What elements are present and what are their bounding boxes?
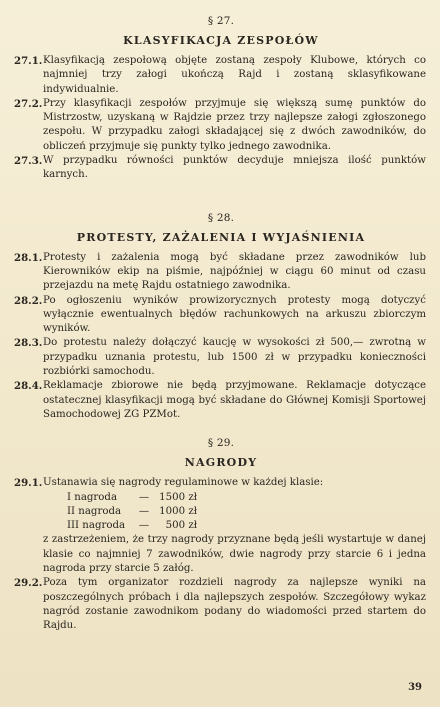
article	[14, 379, 428, 422]
article	[14, 251, 428, 294]
article-number: 28.3.	[14, 337, 43, 350]
article-text: Przy klasyfikacji zespołów przyjmuje się większą sumę punktów do Mistrzostw, uzyskaną w Rajdzie przez trzy najlepsze załogi zgłoszonego zespołu. W przypadku załogi składającej się z dwóch zawodników, do obliczeń przyjmuje się punkty tylko jednego zawodnika.	[43, 97, 426, 152]
article-number: 29.2.	[14, 577, 43, 590]
article-text: Klasyfikacją zespołową objęte zostaną zespoły Klubowe, których co najmniej trzy załogi ukończą Rajd i zostaną sklasyfikowane indywidualnie.	[43, 55, 426, 95]
article-number: 27.2.	[14, 97, 43, 110]
section-number: § 28.	[207, 211, 235, 224]
article	[14, 294, 428, 337]
section-number: § 27.	[207, 15, 235, 27]
section-gap	[14, 183, 428, 197]
article-body	[43, 476, 428, 576]
article-number: 28.4.	[14, 380, 43, 393]
prize-row	[43, 491, 426, 505]
section-title: NAGRODY	[184, 456, 258, 470]
article-text: Protesty i zażalenia mogą być składane przez zawodników lub Kierowników ekip na piśmie, najpóźniej w ciągu 60 minut od czasu przejazdu na metę Rajdu ostatniego zawodnika.	[43, 251, 426, 292]
prize-dash: —	[138, 491, 150, 503]
article	[14, 576, 428, 633]
article	[14, 154, 428, 183]
article	[14, 97, 428, 154]
section-title: KLASYFIKACJA ZESPOŁÓW	[123, 34, 319, 47]
article-text: Poza tym organizator rozdzieli nagrody za najlepsze wyniki na poszczególnych próbach i dla najlepszych zespołów. Szczegółowy wykaz nagród zostanie zawodnikom podany do wiadomości przed startem do Rajdu.	[43, 577, 426, 632]
article-number: 28.2.	[14, 294, 43, 307]
article	[14, 54, 428, 97]
page-number: 39	[408, 682, 422, 693]
article-text: W przypadku równości punktów decyduje mniejsza ilość punktów karnych.	[43, 155, 426, 181]
prize-label: III nagroda	[67, 520, 126, 532]
section-gap	[14, 422, 428, 436]
article-number: 27.3.	[14, 155, 43, 168]
article-number: 29.1.	[14, 477, 43, 490]
prize-label: II nagroda	[67, 505, 122, 517]
article-number: 27.1.	[14, 55, 43, 67]
article-text: Reklamacje zbiorowe nie będą przyjmowane. Reklamacje dotyczące ostatecznej klasyfikacji mogą być składane do Głównej Komisji Sportowej Samochodowej ZG PZMot.	[43, 380, 426, 420]
page-content	[14, 14, 428, 634]
prize-value: 1500 zł	[159, 491, 197, 503]
prize-row	[43, 519, 426, 533]
article-intro: Ustanawia się nagrody regulaminowe w każdej klasie:	[43, 477, 324, 489]
article	[14, 476, 428, 576]
prize-dash: —	[138, 520, 150, 532]
prize-row	[43, 505, 426, 519]
prize-label: I nagroda	[67, 491, 118, 503]
article-text: Do protestu należy dołączyć kaucję w wysokości zł 500,— zwrotną w przypadku uznania protestu, lub 1500 zł w przypadku konieczności rozbiórki samochodu.	[43, 337, 426, 378]
article-text: Po ogłoszeniu wyników prowizorycznych protesty mogą dotyczyć wyłącznie ewentualnych błędów rachunkowych na arkuszu zbiorczym wyników.	[43, 294, 426, 335]
section-gap	[14, 197, 428, 211]
article-number: 28.1.	[14, 251, 43, 264]
section-title: PROTESTY, ZAŻALENIA I WYJAŚNIENIA	[76, 230, 366, 244]
prize-value: 1000 zł	[159, 505, 197, 517]
prize-dash: —	[138, 505, 150, 517]
article-text: z zastrzeżeniem, że trzy nagrody przyznane będą jeśli wystartuje w danej klasie co najmniej 7 zawodników, dwie nagrody przy starcie 6 i jedna nagroda przy starcie 5 załóg.	[43, 534, 426, 575]
section-number: § 29.	[207, 437, 235, 450]
prize-value: 500 zł	[165, 520, 197, 532]
article	[14, 336, 428, 379]
